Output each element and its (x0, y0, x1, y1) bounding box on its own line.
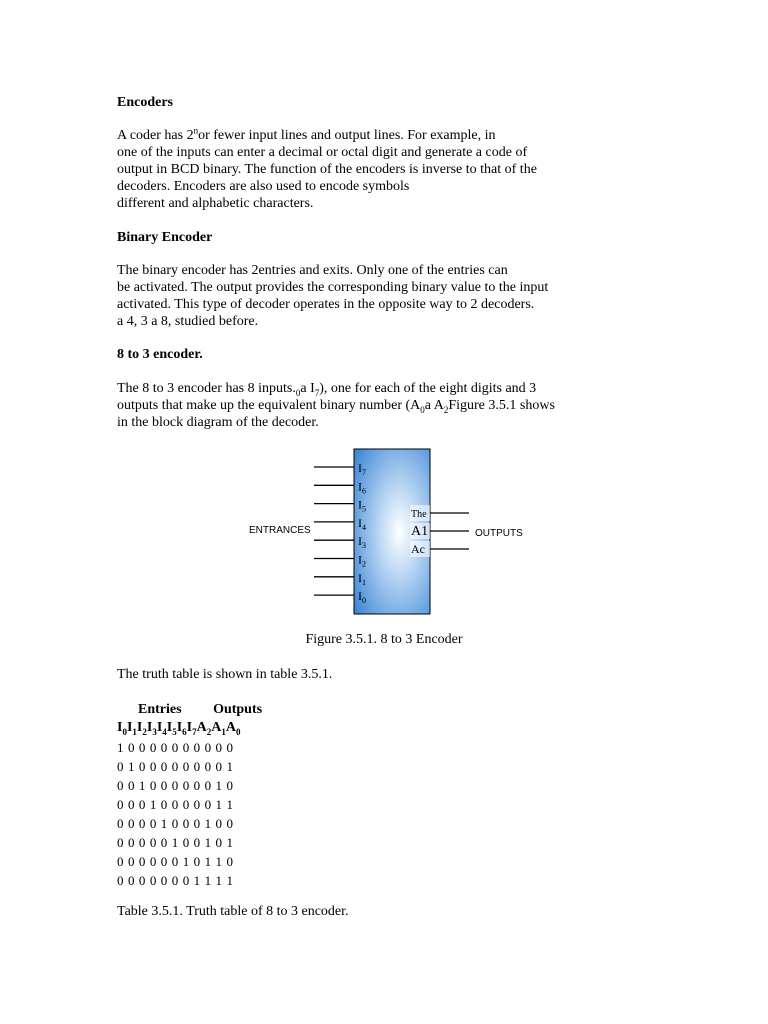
truth-table-caption-block (117, 903, 349, 920)
text-run: ), one for each of the eight digits and 3 (319, 381, 537, 396)
input-label: $I_0$ (358, 589, 366, 606)
paragraph-binary-encoder (117, 262, 548, 330)
table-row: 0 0 0 0 0 1 0 0 1 0 1 (117, 835, 234, 850)
column-header: $A_0$ (225, 720, 241, 737)
input-label: $I_4$ (358, 515, 366, 532)
figure-caption: Figure 3.5.1. 8 to 3 Encoder (305, 632, 463, 647)
paragraph-encoders (117, 127, 537, 212)
column-header: $I_1$ (126, 720, 137, 737)
binary-line-2: be activated. The output provides the corresponding binary value to the input (117, 280, 549, 295)
truth-table-intro: The truth table is shown in table 3.5.1. (117, 667, 333, 682)
section-8-to-3 (117, 346, 203, 363)
input-label: $I_3$ (358, 534, 366, 551)
heading-binary-encoder: Binary Encoder (117, 230, 213, 245)
subscript: 0 (295, 387, 301, 398)
encoders-line-3: output in BCD binary. The function of the encoders is inverse to that of the (117, 162, 537, 177)
encoders-line-2: one of the inputs can enter a decimal or octal digit and generate a code of (117, 145, 528, 160)
outputs-label: OUTPUTS (475, 528, 523, 539)
entries-header: Entries (138, 702, 182, 717)
output-label: The (411, 509, 427, 520)
column-header: $I_3$ (146, 720, 157, 737)
e83-line-1 (117, 380, 555, 397)
table-row: 0 0 0 0 0 0 1 0 1 1 0 (117, 854, 234, 869)
section-binary-encoder (117, 229, 212, 246)
text-run: a A (424, 398, 444, 413)
binary-line-4: a 4, 3 a 8, studied before. (117, 314, 259, 329)
input-label: $I_6$ (358, 479, 366, 496)
encoders-line-1 (117, 127, 537, 144)
column-header: $I_6$ (176, 720, 187, 737)
column-header: $I_5$ (166, 720, 177, 737)
output-label: A1 (411, 524, 429, 539)
binary-line-1: The binary encoder has 2entries and exits. Only one of the entries can (117, 263, 508, 278)
encoders-line-4: decoders. Encoders are also used to encode symbols (117, 179, 410, 194)
truth-table-column-headers (117, 719, 241, 736)
text-run: a I (300, 381, 315, 396)
encoders-line-5: different and alphabetic characters. (117, 196, 314, 211)
outputs-header: Outputs (213, 702, 263, 717)
section-encoders (117, 94, 173, 111)
text-run: or fewer input lines and output lines. For example, in (198, 128, 496, 143)
input-label: $I_5$ (358, 497, 366, 514)
subscript: 7 (314, 387, 320, 398)
subscript: 2 (443, 404, 449, 415)
e83-line-3: in the block diagram of the decoder. (117, 415, 319, 430)
binary-line-3: activated. This type of decoder operates in the opposite way to 2 decoders. (117, 297, 535, 312)
entrances-label: ENTRANCES (249, 525, 311, 536)
input-label: $I_2$ (358, 552, 366, 569)
text-run: Figure 3.5.1 shows (448, 398, 555, 413)
column-header: $A_1$ (211, 720, 226, 737)
truth-table-rows (117, 738, 234, 890)
table-row: 0 0 0 0 1 0 0 0 1 0 0 (117, 816, 234, 831)
table-row: 0 0 0 0 0 0 0 1 1 1 1 (117, 873, 234, 888)
truth-table-group-headers (117, 701, 262, 718)
column-header: $I_7$ (186, 720, 197, 737)
column-header: $I_4$ (156, 720, 167, 737)
table-row: 1 0 0 0 0 0 0 0 0 0 0 (117, 740, 234, 755)
table-row: 0 0 1 0 0 0 0 0 0 1 0 (117, 778, 234, 793)
table-row: 0 0 0 1 0 0 0 0 0 1 1 (117, 797, 234, 812)
column-header: $I_2$ (136, 720, 147, 737)
truth-table-caption: Table 3.5.1. Truth table of 8 to 3 encoder. (117, 904, 349, 919)
text-run: The 8 to 3 encoder has 8 inputs. (117, 381, 296, 396)
input-label: $I_1$ (358, 570, 366, 587)
text-run: outputs that make up the equivalent binary number (A (117, 398, 421, 413)
e83-line-2 (117, 397, 555, 414)
subscript: 0 (420, 404, 425, 415)
superscript: n (193, 125, 199, 136)
encoder-block-diagram (240, 445, 540, 620)
truth-table-intro-block (117, 666, 332, 683)
table-row: 0 1 0 0 0 0 0 0 0 0 1 (117, 759, 234, 774)
input-label: $I_7$ (358, 461, 366, 477)
column-header: $I_0$ (117, 720, 127, 737)
paragraph-8-to-3 (117, 380, 555, 431)
heading-8-to-3: 8 to 3 encoder. (117, 347, 203, 362)
column-header: $A_2$ (196, 720, 212, 737)
text-run: A coder has 2 (117, 128, 194, 143)
heading-encoders: Encoders (117, 95, 173, 110)
output-label: Ac (411, 542, 425, 556)
